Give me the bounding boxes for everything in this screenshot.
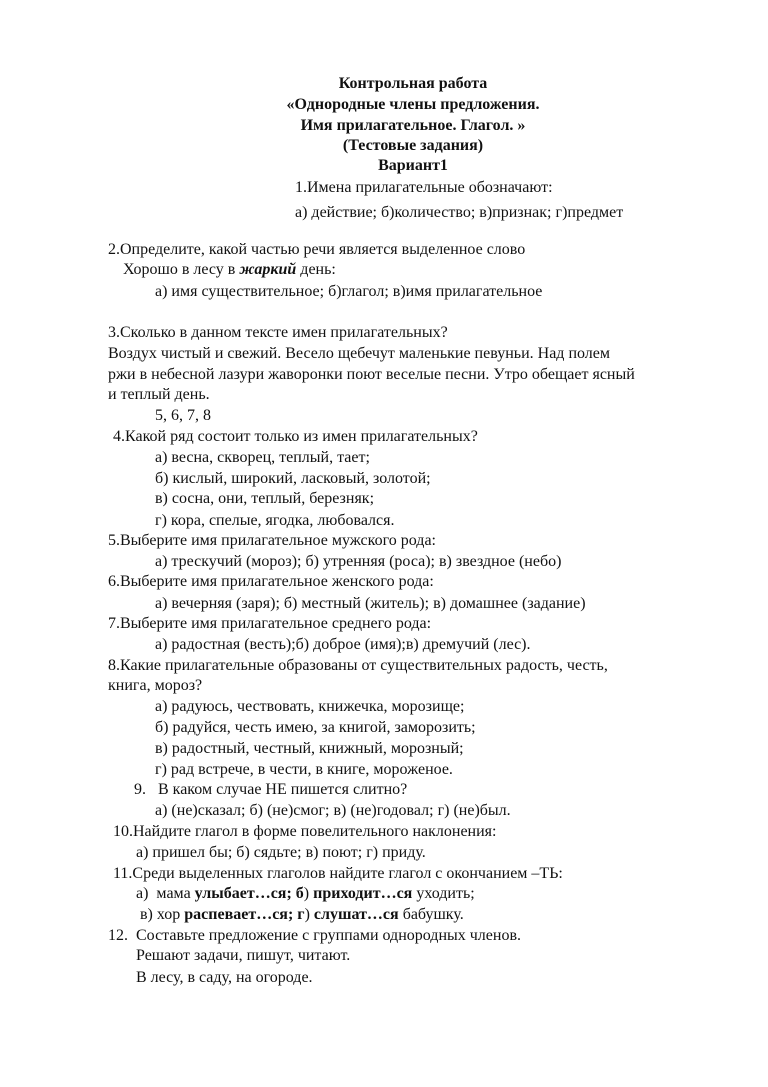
q3-options: 5, 6, 7, 8 bbox=[155, 407, 211, 424]
q11-v-prefix: в) хор bbox=[140, 906, 185, 923]
q12-line-2: В лесу, в саду, на огороде. bbox=[136, 969, 313, 986]
q11-a-prefix: а) мама bbox=[136, 885, 195, 902]
q11-g-verb: слушат…ся bbox=[313, 906, 399, 923]
title-line-3: Имя прилагательное. Глагол. » bbox=[300, 117, 526, 134]
q11-g-after: бабушку. bbox=[398, 906, 464, 923]
q4-option-c: в) сосна, они, теплый, березняк; bbox=[155, 490, 375, 507]
q1-options: а) действие; б)количество; в)признак; г)предмет bbox=[295, 204, 624, 221]
q1-question: 1.Имена прилагательные обозначают: bbox=[295, 179, 553, 196]
q2-sentence bbox=[123, 260, 336, 280]
q2-sentence-after: день: bbox=[296, 261, 336, 278]
q9-question: 9. В каком случае НЕ пишется слитно? bbox=[134, 781, 408, 798]
q5-question: 5.Выберите имя прилагательное мужского рода: bbox=[108, 532, 436, 549]
q2-question: 2.Определите, какой частью речи является выделенное слово bbox=[108, 241, 526, 258]
q10-options: а) пришел бы; б) сядьте; в) поют; г) приду. bbox=[136, 844, 426, 861]
q2-emphasized-word: жаркий bbox=[239, 261, 297, 278]
q8-option-d: г) рад встрече, в чести, в книге, мороженое. bbox=[155, 761, 453, 778]
q12-question: 12. Составьте предложение с группами однородных членов. bbox=[108, 927, 521, 944]
q11-v-sep: ) bbox=[304, 906, 314, 923]
q11-a-verb: улыбает…ся; б bbox=[194, 885, 304, 902]
q2-options: а) имя существительное; б)глагол; в)имя прилагательное bbox=[155, 283, 543, 300]
q3-text-line-3: и теплый день. bbox=[108, 386, 210, 403]
q12-line-1: Решают задачи, пишут, читают. bbox=[136, 947, 351, 964]
q8-option-a: а) радуюсь, чествовать, книжечка, морозище; bbox=[155, 698, 465, 715]
q11-a-sep: ) bbox=[303, 885, 314, 902]
q6-question: 6.Выберите имя прилагательное женского рода: bbox=[108, 573, 434, 590]
title-line-4: (Тестовые задания) bbox=[342, 137, 484, 154]
q11-line-1 bbox=[136, 884, 475, 904]
q6-options: а) вечерняя (заря); б) местный (житель); в) домашнее (задание) bbox=[155, 595, 586, 612]
q9-options: а) (не)сказал; б) (не)смог; в) (не)годовал; г) (не)был. bbox=[155, 802, 511, 819]
q4-option-d: г) кора, спелые, ягодка, любовался. bbox=[155, 512, 395, 529]
q7-question: 7.Выберите имя прилагательное среднего рода: bbox=[108, 615, 432, 632]
q8-option-b: б) радуйся, честь имею, за книгой, заморозить; bbox=[155, 719, 476, 736]
q3-text-line-1: Воздух чистый и свежий. Весело щебечут маленькие певуньи. Над полем bbox=[108, 345, 611, 362]
q5-options: а) трескучий (мороз); б) утренняя (роса); в) звездное (небо) bbox=[155, 553, 562, 570]
title-line-1: Контрольная работа bbox=[338, 75, 488, 92]
q3-question: 3.Сколько в данном тексте имен прилагательных? bbox=[108, 324, 448, 341]
q8-question-line-2: книга, мороз? bbox=[108, 677, 203, 694]
q11-v-verb: распевает…ся; г bbox=[184, 906, 305, 923]
q3-text-line-2: ржи в небесной лазури жаворонки поют веселые песни. Утро обещает ясный bbox=[108, 366, 635, 383]
q8-question-line-1: 8.Какие прилагательные образованы от существительных радость, честь, bbox=[108, 657, 608, 674]
q2-sentence-before: Хорошо в лесу в bbox=[123, 261, 240, 278]
q8-option-c: в) радостный, честный, книжный, морозный; bbox=[155, 740, 464, 757]
q10-question: 10.Найдите глагол в форме повелительного наклонения: bbox=[113, 823, 497, 840]
q11-b-verb: приходит…ся bbox=[313, 885, 413, 902]
q7-options: а) радостная (весть);б) доброе (имя);в) дремучий (лес). bbox=[155, 636, 531, 653]
title-line-2: «Однородные члены предложения. bbox=[286, 96, 540, 113]
q11-b-after: уходить; bbox=[412, 885, 475, 902]
q4-question: 4.Какой ряд состоит только из имен прилагательных? bbox=[113, 428, 478, 445]
q4-option-b: б) кислый, широкий, ласковый, золотой; bbox=[155, 470, 431, 487]
q4-option-a: а) весна, скворец, теплый, тает; bbox=[155, 449, 370, 466]
title-line-5: Вариант1 bbox=[378, 157, 448, 174]
q11-line-2 bbox=[140, 905, 464, 925]
q11-question: 11.Среди выделенных глаголов найдите глагол с окончанием –ТЬ: bbox=[113, 865, 563, 882]
